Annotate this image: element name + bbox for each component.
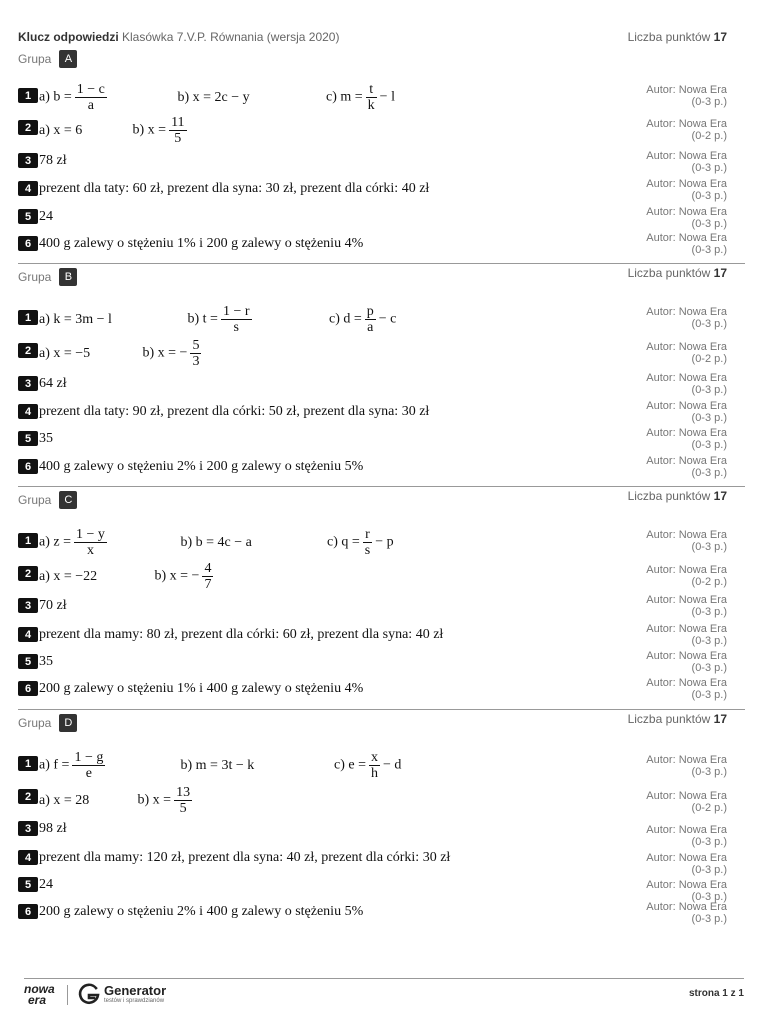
task-answer: 24 xyxy=(39,209,53,224)
task-number-badge: 3 xyxy=(18,153,38,168)
task-author: Autor: Nowa Era (0-3 p.) xyxy=(646,650,727,674)
task-number-badge: 1 xyxy=(18,533,38,548)
task-author: Autor: Nowa Era (0-3 p.) xyxy=(646,150,727,174)
task-4 xyxy=(18,850,727,876)
task-number-badge: 5 xyxy=(18,209,38,224)
task-answer: prezent dla taty: 60 zł, prezent dla syna: 30 zł, prezent dla córki: 40 zł xyxy=(39,181,430,196)
task-number-badge: 6 xyxy=(18,681,38,696)
task-3 xyxy=(18,150,727,175)
task-number-badge: 2 xyxy=(18,343,38,358)
group-divider xyxy=(18,263,745,264)
task-author: Autor: Nowa Era (0-3 p.) xyxy=(646,84,727,108)
task-number-badge: 6 xyxy=(18,236,38,251)
task-number-badge: 5 xyxy=(18,877,38,892)
task-number-badge: 2 xyxy=(18,120,38,135)
task-5 xyxy=(18,427,727,453)
task-number-badge: 3 xyxy=(18,821,38,836)
task-5 xyxy=(18,206,727,231)
task-number-badge: 6 xyxy=(18,459,38,474)
task-author: Autor: Nowa Era (0-3 p.) xyxy=(646,206,727,230)
task-6 xyxy=(18,677,727,703)
task-4 xyxy=(18,623,727,649)
group-badge: D xyxy=(59,714,77,732)
task-author: Autor: Nowa Era (0-3 p.) xyxy=(646,623,727,647)
logo-separator xyxy=(67,985,68,1005)
task-answer: a) x = 28 b) x = $\frac{13}{5}$ xyxy=(39,785,191,816)
task-4 xyxy=(18,400,727,426)
group-d xyxy=(18,714,727,929)
group-label: Grupa xyxy=(18,52,52,66)
generator-logo: Generator testów i sprawdzianów xyxy=(104,983,167,1004)
task-number-badge: 6 xyxy=(18,904,38,919)
task-answer: a) f = $\frac{1 - g}{e}$ b) m = 3t − k c) e = $\frac{x}{h}$ − d xyxy=(39,750,402,781)
group-points: Liczba punktów 17 xyxy=(627,489,727,503)
task-6 xyxy=(18,455,727,481)
task-answer: 64 zł xyxy=(39,376,67,391)
task-author: Autor: Nowa Era (0-3 p.) xyxy=(646,879,727,903)
group-label: Grupa xyxy=(18,270,52,284)
test-title: Klasówka 7.V.P. Równania (wersja 2020) xyxy=(122,30,340,44)
document-header xyxy=(18,30,727,46)
task-author: Autor: Nowa Era (0-3 p.) xyxy=(646,455,727,479)
task-4 xyxy=(18,178,727,203)
group-c xyxy=(18,491,727,703)
task-author: Autor: Nowa Era (0-3 p.) xyxy=(646,372,727,396)
footer-divider xyxy=(24,978,744,979)
task-6 xyxy=(18,901,727,926)
task-author: Autor: Nowa Era (0-3 p.) xyxy=(646,306,727,330)
nowa-era-logo: nowa era xyxy=(24,982,55,1007)
task-author: Autor: Nowa Era (0-2 p.) xyxy=(646,341,727,365)
task-answer: 78 zł xyxy=(39,153,67,168)
task-answer: 200 g zalewy o stężeniu 1% i 400 g zalewy o stężeniu 4% xyxy=(39,681,364,696)
task-5 xyxy=(18,877,727,903)
group-points: Liczba punktów 17 xyxy=(627,712,727,726)
task-3 xyxy=(18,821,727,848)
task-number-badge: 4 xyxy=(18,181,38,196)
task-answer: prezent dla mamy: 120 zł, prezent dla syna: 40 zł, prezent dla córki: 30 zł xyxy=(39,850,451,865)
task-number-badge: 4 xyxy=(18,850,38,865)
task-3 xyxy=(18,594,727,620)
task-1 xyxy=(18,752,727,784)
answer-key-label: Klucz odpowiedzi xyxy=(18,30,119,44)
group-badge: A xyxy=(59,50,77,68)
task-answer: 70 zł xyxy=(39,598,67,613)
task-number-badge: 2 xyxy=(18,789,38,804)
task-2 xyxy=(18,116,727,146)
task-number-badge: 1 xyxy=(18,88,38,103)
task-author: Autor: Nowa Era (0-2 p.) xyxy=(646,118,727,142)
task-1 xyxy=(18,306,727,338)
task-answer: prezent dla mamy: 80 zł, prezent dla córki: 60 zł, prezent dla syna: 40 zł xyxy=(39,627,444,642)
page-indicator: strona 1 z 1 xyxy=(688,988,744,999)
task-author: Autor: Nowa Era (0-3 p.) xyxy=(646,677,727,701)
task-answer: 35 xyxy=(39,431,53,446)
task-answer: a) z = $\frac{1 - y}{x}$ b) b = 4c − a c) q = $\frac{r}{s}$ − p xyxy=(39,527,394,558)
task-author: Autor: Nowa Era (0-3 p.) xyxy=(646,754,727,778)
task-author: Autor: Nowa Era (0-2 p.) xyxy=(646,564,727,588)
task-author: Autor: Nowa Era (0-3 p.) xyxy=(646,852,727,876)
task-answer: 400 g zalewy o stężeniu 2% i 200 g zalewy o stężeniu 5% xyxy=(39,459,364,474)
task-number-badge: 5 xyxy=(18,431,38,446)
task-answer: 200 g zalewy o stężeniu 2% i 400 g zalewy o stężeniu 5% xyxy=(39,904,364,919)
task-author: Autor: Nowa Era (0-3 p.) xyxy=(646,427,727,451)
group-badge: C xyxy=(59,491,77,509)
task-answer: a) b = $\frac{1 - c}{a}$ b) x = 2c − y c) m = $\frac{t}{k}$ − l xyxy=(39,82,395,113)
group-badge: B xyxy=(59,268,77,286)
total-points: Liczba punktów 17 xyxy=(627,30,727,44)
group-header xyxy=(18,50,77,68)
task-1 xyxy=(18,529,727,561)
group-header xyxy=(18,714,77,732)
group-divider xyxy=(18,709,745,710)
group-label: Grupa xyxy=(18,493,52,507)
task-author: Autor: Nowa Era (0-3 p.) xyxy=(646,901,727,925)
generator-g-icon xyxy=(77,982,101,1006)
task-number-badge: 4 xyxy=(18,627,38,642)
task-answer: 98 zł xyxy=(39,821,67,836)
task-number-badge: 3 xyxy=(18,376,38,391)
group-label: Grupa xyxy=(18,716,52,730)
task-author: Autor: Nowa Era (0-3 p.) xyxy=(646,529,727,553)
task-answer: 35 xyxy=(39,654,53,669)
task-5 xyxy=(18,650,727,676)
task-answer: prezent dla taty: 90 zł, prezent dla córki: 50 zł, prezent dla syna: 30 zł xyxy=(39,404,430,419)
group-header xyxy=(18,268,77,286)
task-answer: a) x = −22 b) x = − $\frac{4}{7}$ xyxy=(39,561,212,592)
task-2 xyxy=(18,562,727,594)
task-number-badge: 1 xyxy=(18,756,38,771)
group-divider xyxy=(18,486,745,487)
task-answer: a) k = 3m − l b) t = $\frac{1 - r}{s}$ c) d = $\frac{p}{a}$ − c xyxy=(39,304,397,335)
task-1 xyxy=(18,82,727,114)
task-2 xyxy=(18,787,727,819)
task-author: Autor: Nowa Era (0-2 p.) xyxy=(646,790,727,814)
task-answer: a) x = 6 b) x = $\frac{11}{5}$ xyxy=(39,115,185,146)
task-author: Autor: Nowa Era (0-3 p.) xyxy=(646,178,727,202)
task-author: Autor: Nowa Era (0-3 p.) xyxy=(646,594,727,618)
task-3 xyxy=(18,372,727,398)
task-number-badge: 4 xyxy=(18,404,38,419)
task-answer: 24 xyxy=(39,877,53,892)
task-2 xyxy=(18,339,727,371)
task-number-badge: 2 xyxy=(18,566,38,581)
task-number-badge: 5 xyxy=(18,654,38,669)
task-number-badge: 1 xyxy=(18,310,38,325)
group-a xyxy=(18,50,727,260)
task-answer: 400 g zalewy o stężeniu 1% i 200 g zalewy o stężeniu 4% xyxy=(39,236,364,251)
task-6 xyxy=(18,232,727,258)
task-author: Autor: Nowa Era (0-3 p.) xyxy=(646,400,727,424)
task-answer: a) x = −5 b) x = − $\frac{5}{3}$ xyxy=(39,338,200,369)
group-b xyxy=(18,268,727,480)
task-author: Autor: Nowa Era (0-3 p.) xyxy=(646,232,727,256)
task-number-badge: 3 xyxy=(18,598,38,613)
group-points: Liczba punktów 17 xyxy=(627,266,727,280)
group-header xyxy=(18,491,77,509)
task-author: Autor: Nowa Era (0-3 p.) xyxy=(646,824,727,848)
